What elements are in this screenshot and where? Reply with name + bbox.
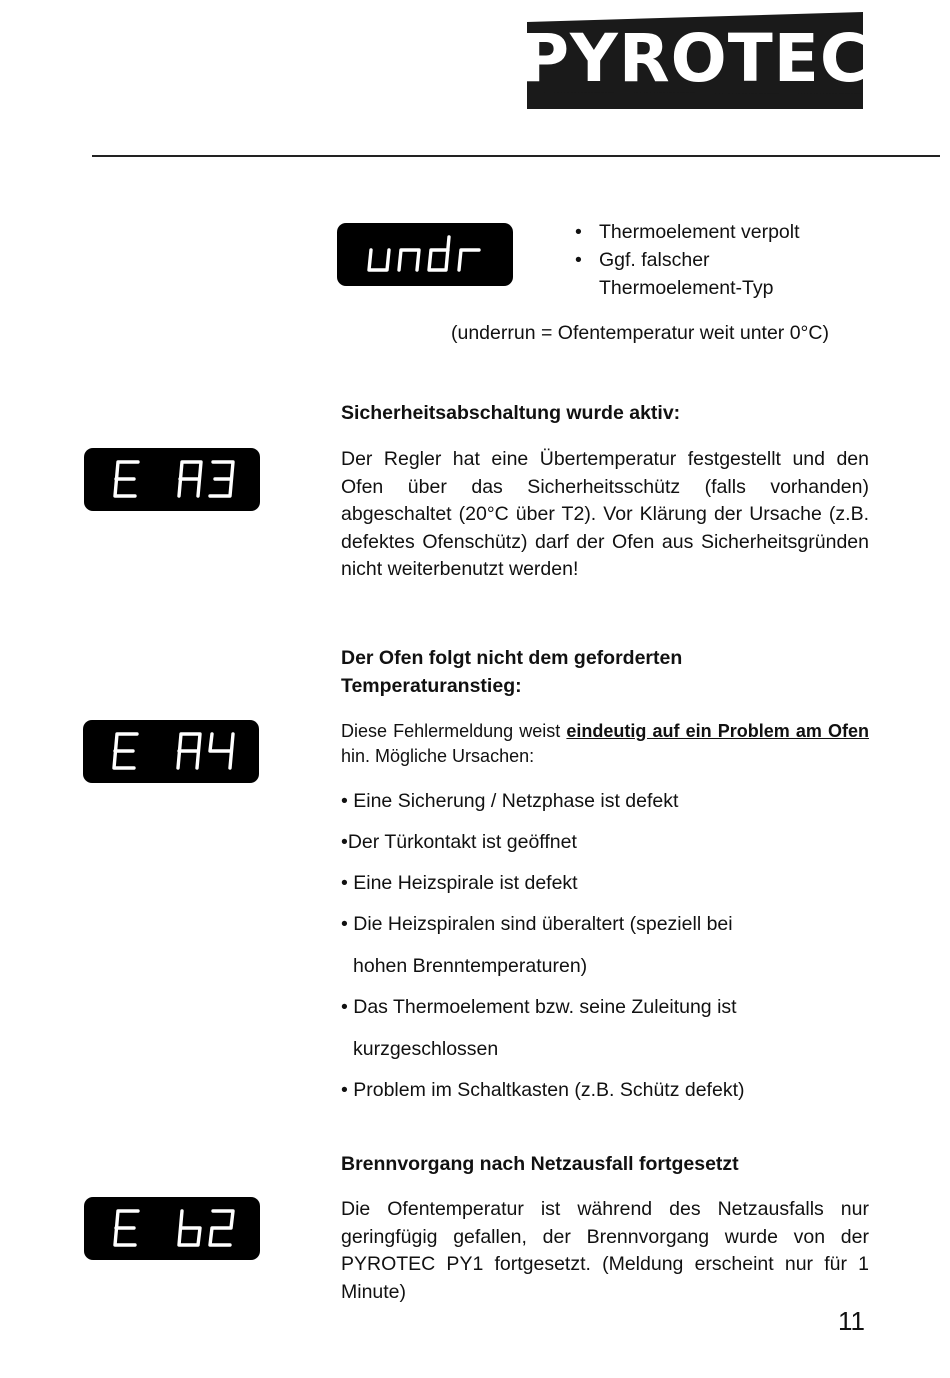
pyrotec-logo: [527, 8, 863, 109]
list-item: • Thermoelement verpolt: [573, 218, 873, 246]
intro-emphasis: eindeutig auf ein Problem am Ofen: [566, 721, 869, 741]
intro-text: Diese Fehlermeldung weist: [341, 721, 567, 741]
header-divider: [92, 155, 940, 157]
cause-item: • Problem im Schaltkasten (z.B. Schütz defekt): [341, 1079, 745, 1101]
display-e-b2: [84, 1197, 260, 1260]
cause-item: • Eine Heizspirale ist defekt: [341, 872, 578, 894]
intro-text: hin. Mögliche Ursachen:: [341, 746, 535, 766]
seven-segment-icon: [84, 448, 260, 511]
display-undr: [337, 223, 513, 286]
section-heading: Sicherheitsabschaltung wurde aktiv:: [341, 402, 681, 424]
undr-note: (underrun = Ofentemperatur weit unter 0°C): [451, 322, 829, 344]
cause-item: hohen Brenntemperaturen): [353, 955, 588, 977]
list-item: • Ggf. falscher Thermoelement-Typ: [573, 246, 829, 302]
cause-item: • Eine Sicherung / Netzphase ist defekt: [341, 790, 679, 812]
display-e-a3: [84, 448, 260, 511]
section-intro: [341, 719, 869, 769]
cause-item: kurzgeschlossen: [353, 1038, 499, 1060]
section-heading: Brennvorgang nach Netzausfall fortgesetzt: [341, 1153, 739, 1175]
logo-wordmark: PYROTEC: [527, 20, 863, 97]
section-body: Der Regler hat eine Übertemperatur festgestellt und den Ofen über das Sicherheitsschütz (falls vorhanden) abgeschaltet (20°C über T2). Vor Klärung der Ursache (z.B. defektes Ofenschütz) darf der Ofen aus Sicherheitsgründen nicht weiterbenutzt werden!: [341, 448, 869, 580]
cause-item: • Die Heizspiralen sind überaltert (speziell bei: [341, 913, 733, 935]
section-body: Die Ofentemperatur ist während des Netzausfalls nur geringfügig gefallen, der Brennvorgang wurde von der PYROTEC PY1 fortgesetzt. (Meldung erscheint nur für 1 Minute): [341, 1198, 869, 1303]
display-e-a4: [83, 720, 259, 783]
cause-item: •Der Türkontakt ist geöffnet: [341, 831, 577, 853]
seven-segment-icon: [337, 223, 513, 286]
page-number: 11: [838, 1306, 865, 1336]
seven-segment-icon: [84, 1197, 260, 1260]
seven-segment-icon: [83, 720, 259, 783]
undr-cause-list: [573, 218, 873, 302]
cause-item: • Das Thermoelement bzw. seine Zuleitung ist: [341, 996, 737, 1018]
section-heading: Der Ofen folgt nicht dem geforderten Temperaturanstieg:: [341, 647, 683, 697]
